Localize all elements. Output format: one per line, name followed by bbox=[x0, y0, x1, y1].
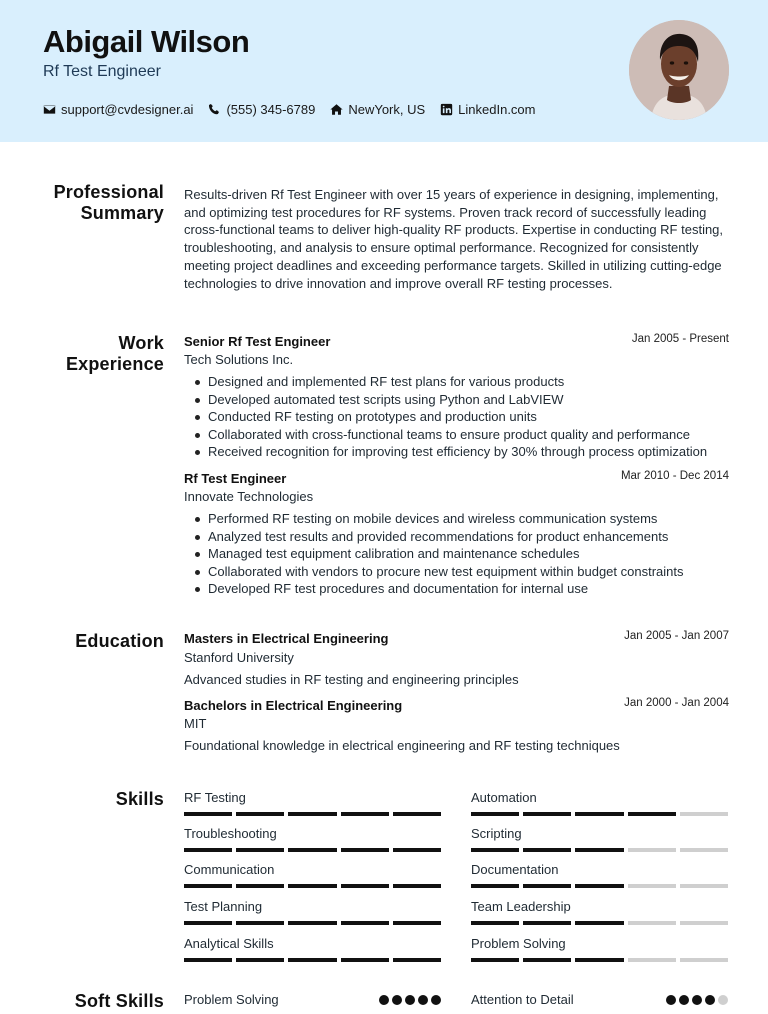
skill-item bbox=[471, 899, 728, 925]
skill-level-segment bbox=[236, 921, 284, 925]
skill-level-segment bbox=[680, 848, 728, 852]
skill-level-segment bbox=[393, 958, 441, 962]
education-dates: Jan 2000 - Jan 2004 bbox=[624, 697, 729, 709]
education-description: Foundational knowledge in electrical engineering and RF testing techniques bbox=[184, 738, 620, 753]
section-label-skills: Skills bbox=[115, 789, 164, 809]
skill-level-segment bbox=[575, 921, 623, 925]
home-icon bbox=[330, 103, 343, 116]
skill-level-segment bbox=[393, 812, 441, 816]
skill-level-segment bbox=[575, 958, 623, 962]
rating-dot bbox=[705, 995, 715, 1005]
skill-level-bar bbox=[184, 848, 441, 852]
education-degree: Bachelors in Electrical Engineering bbox=[184, 698, 403, 713]
skill-name: Automation bbox=[471, 790, 537, 805]
bullet-item: Designed and implemented RF test plans for various products bbox=[193, 373, 738, 391]
skill-level-segment bbox=[184, 884, 232, 888]
bullet-item: Received recognition for improving test efficiency by 30% through process optimization bbox=[193, 443, 738, 461]
location-text: NewYork, US bbox=[348, 102, 426, 117]
skill-level-segment bbox=[471, 848, 519, 852]
skill-name: Analytical Skills bbox=[184, 936, 274, 951]
experience-dates: Jan 2005 - Present bbox=[631, 333, 729, 345]
education-school: MIT bbox=[184, 716, 207, 731]
skill-level-segment bbox=[471, 958, 519, 962]
skill-level-segment bbox=[341, 958, 389, 962]
summary-text: Results-driven Rf Test Engineer with over 15 years of experience in designing, implementing, and optimizing test procedures for RF systems. Proven track record of successfully leading cross-functional teams to deliver high-quality RF products. Expertise in conducting RF testing, troubleshooting, and analysis to ensure optimal performance. Recognized for consistently meeting project deadlines and exceeding performance targets. Skilled in utilizing cutting-edge technologies to drive innovation and improve overall RF testing processes. bbox=[184, 187, 724, 291]
skill-level-segment bbox=[236, 958, 284, 962]
contact-phone[interactable] bbox=[208, 102, 315, 117]
skill-name: Documentation bbox=[471, 862, 559, 877]
skill-name: Problem Solving bbox=[471, 936, 566, 951]
phone-icon bbox=[208, 103, 221, 116]
skill-item bbox=[184, 826, 441, 852]
experience-bullets bbox=[193, 373, 738, 461]
contact-linkedin[interactable] bbox=[440, 102, 535, 117]
skill-level-segment bbox=[628, 921, 676, 925]
skill-level-bar bbox=[471, 848, 728, 852]
skill-level-bar bbox=[184, 958, 441, 962]
bullet-item: Managed test equipment calibration and maintenance schedules bbox=[193, 545, 738, 563]
experience-title: Senior Rf Test Engineer bbox=[184, 334, 331, 349]
skill-level-segment bbox=[288, 812, 336, 816]
experience-company: Tech Solutions Inc. bbox=[184, 352, 294, 367]
skill-level-segment bbox=[575, 848, 623, 852]
skill-item bbox=[184, 790, 441, 816]
candidate-name: Abigail Wilson bbox=[43, 24, 250, 59]
skill-level-segment bbox=[471, 812, 519, 816]
experience-dates: Mar 2010 - Dec 2014 bbox=[620, 470, 729, 482]
skill-item bbox=[471, 862, 728, 888]
avatar bbox=[629, 20, 729, 120]
skill-level-segment bbox=[680, 921, 728, 925]
rating-dot bbox=[405, 995, 415, 1005]
skill-level-segment bbox=[523, 958, 571, 962]
phone-text: (555) 345-6789 bbox=[226, 102, 316, 117]
section-label-education: Education bbox=[75, 631, 164, 651]
bullet-item: Conducted RF testing on prototypes and production units bbox=[193, 408, 738, 426]
skill-item bbox=[471, 826, 728, 852]
skill-name: Test Planning bbox=[184, 899, 263, 914]
skill-level-segment bbox=[575, 884, 623, 888]
soft-skill-name: Attention to Detail bbox=[471, 992, 574, 1007]
skill-name: Troubleshooting bbox=[184, 826, 277, 841]
skill-level-segment bbox=[523, 848, 571, 852]
linkedin-icon bbox=[440, 103, 453, 116]
skill-level-segment bbox=[341, 812, 389, 816]
skill-item bbox=[184, 862, 441, 888]
skill-level-segment bbox=[184, 812, 232, 816]
soft-skill-item bbox=[184, 992, 441, 1007]
skill-level-segment bbox=[184, 958, 232, 962]
skill-item bbox=[184, 899, 441, 925]
section-label-soft-skills: Soft Skills bbox=[74, 991, 164, 1011]
bullet-item: Collaborated with vendors to procure new test equipment within budget constraints bbox=[193, 563, 738, 581]
section-label-line: Experience bbox=[65, 354, 164, 374]
job-title: Rf Test Engineer bbox=[43, 63, 161, 80]
skill-level-segment bbox=[288, 958, 336, 962]
skill-name: Communication bbox=[184, 862, 275, 877]
contact-row bbox=[43, 102, 551, 117]
skill-level-segment bbox=[288, 884, 336, 888]
header-banner bbox=[0, 0, 768, 142]
rating-dot bbox=[692, 995, 702, 1005]
bullet-item: Developed RF test procedures and documentation for internal use bbox=[193, 580, 738, 598]
skill-level-bar bbox=[184, 812, 441, 816]
experience-title: Rf Test Engineer bbox=[184, 471, 287, 486]
rating-dot bbox=[418, 995, 428, 1005]
skill-level-bar bbox=[471, 958, 728, 962]
skill-level-segment bbox=[236, 812, 284, 816]
skill-level-segment bbox=[341, 848, 389, 852]
skill-level-segment bbox=[628, 958, 676, 962]
skill-level-segment bbox=[471, 921, 519, 925]
skill-level-segment bbox=[680, 812, 728, 816]
education-dates: Jan 2005 - Jan 2007 bbox=[624, 630, 729, 642]
bullet-item: Developed automated test scripts using Python and LabVIEW bbox=[193, 391, 738, 409]
envelope-icon bbox=[43, 103, 56, 116]
section-label-line: Summary bbox=[80, 203, 164, 223]
linkedin-text: LinkedIn.com bbox=[458, 102, 536, 117]
skill-level-segment bbox=[236, 848, 284, 852]
email-text: support@cvdesigner.ai bbox=[61, 102, 194, 117]
skill-level-segment bbox=[288, 921, 336, 925]
education-degree: Masters in Electrical Engineering bbox=[184, 631, 389, 646]
education-description: Advanced studies in RF testing and engineering principles bbox=[184, 672, 519, 687]
soft-skill-rating bbox=[663, 995, 728, 1005]
skill-item bbox=[184, 936, 441, 962]
bullet-item: Collaborated with cross-functional teams to ensure product quality and performance bbox=[193, 426, 738, 444]
skill-level-bar bbox=[471, 921, 728, 925]
skill-item bbox=[471, 936, 728, 962]
bullet-item: Performed RF testing on mobile devices and wireless communication systems bbox=[193, 510, 738, 528]
soft-skill-rating bbox=[376, 995, 441, 1005]
skill-level-bar bbox=[471, 812, 728, 816]
rating-dot bbox=[679, 995, 689, 1005]
skill-level-segment bbox=[523, 884, 571, 888]
section-label-summary bbox=[54, 182, 164, 224]
skill-item bbox=[471, 790, 728, 816]
skill-level-segment bbox=[288, 848, 336, 852]
skill-level-segment bbox=[680, 958, 728, 962]
skill-level-segment bbox=[471, 884, 519, 888]
rating-dot bbox=[718, 995, 728, 1005]
rating-dot bbox=[392, 995, 402, 1005]
contact-email[interactable] bbox=[43, 102, 193, 117]
rating-dot bbox=[431, 995, 441, 1005]
skill-level-segment bbox=[393, 848, 441, 852]
skill-level-bar bbox=[184, 921, 441, 925]
bullet-item: Analyzed test results and provided recommendations for product enhancements bbox=[193, 528, 738, 546]
skill-level-segment bbox=[184, 921, 232, 925]
skill-name: RF Testing bbox=[184, 790, 246, 805]
rating-dot bbox=[379, 995, 389, 1005]
skill-level-segment bbox=[628, 884, 676, 888]
rating-dot bbox=[666, 995, 676, 1005]
skill-level-segment bbox=[523, 812, 571, 816]
skill-level-segment bbox=[628, 812, 676, 816]
soft-skill-name: Problem Solving bbox=[184, 992, 279, 1007]
contact-location bbox=[330, 102, 425, 117]
section-label-line: Professional bbox=[53, 182, 164, 202]
skill-level-bar bbox=[471, 884, 728, 888]
experience-bullets bbox=[193, 510, 738, 598]
skill-level-segment bbox=[393, 921, 441, 925]
skill-level-segment bbox=[575, 812, 623, 816]
skill-level-segment bbox=[341, 921, 389, 925]
skill-level-segment bbox=[680, 884, 728, 888]
experience-company: Innovate Technologies bbox=[184, 489, 314, 504]
section-label-experience bbox=[66, 333, 164, 375]
skill-level-segment bbox=[184, 848, 232, 852]
section-label-line: Work bbox=[118, 333, 164, 353]
education-school: Stanford University bbox=[184, 650, 294, 665]
skill-level-segment bbox=[393, 884, 441, 888]
skill-name: Team Leadership bbox=[471, 899, 571, 914]
soft-skill-item bbox=[471, 992, 728, 1007]
skill-level-segment bbox=[523, 921, 571, 925]
skill-level-segment bbox=[628, 848, 676, 852]
skill-level-bar bbox=[184, 884, 441, 888]
skill-name: Scripting bbox=[471, 826, 522, 841]
skill-level-segment bbox=[236, 884, 284, 888]
skill-level-segment bbox=[341, 884, 389, 888]
